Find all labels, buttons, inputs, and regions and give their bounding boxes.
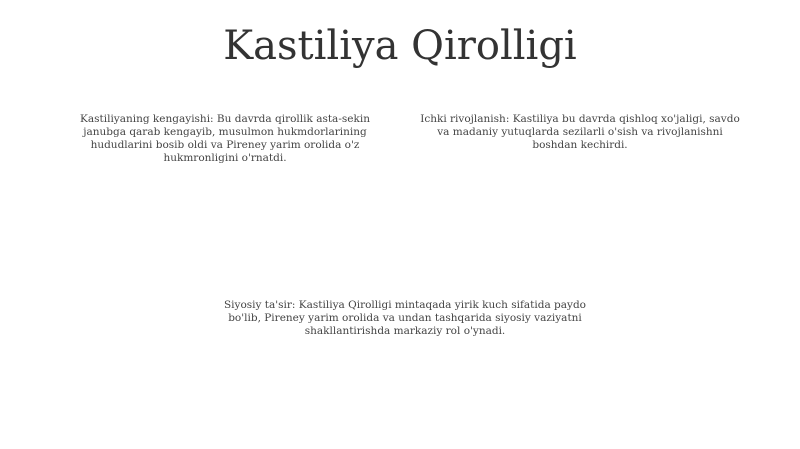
text-block-internal-development: Ichki rivojlanish: Kastiliya bu davrda qishloq xo'jaligi, savdo va madaniy yutuqlarda sezilarli o'sish va rivojlanishni boshdan kechirdi. — [420, 113, 740, 151]
text-block-expansion: Kastiliyaning kengayishi: Bu davrda qirollik asta-sekin janubga qarab kengayib, musulmon hukmdorlarining hududlarini bosib oldi va Pireney yarim orolida o'z hukmronligini o'rnatdi. — [80, 113, 370, 164]
slide-title: Kastiliya Qirolligi — [223, 23, 577, 69]
text-block-political-influence: Siyosiy ta'sir: Kastiliya Qirolligi mintaqada yirik kuch sifatida paydo bo'lib, Pireney yarim orolida va undan tashqarida siyosiy vaziyatni shakllantirishda markaziy rol o'ynadi. — [223, 299, 587, 337]
